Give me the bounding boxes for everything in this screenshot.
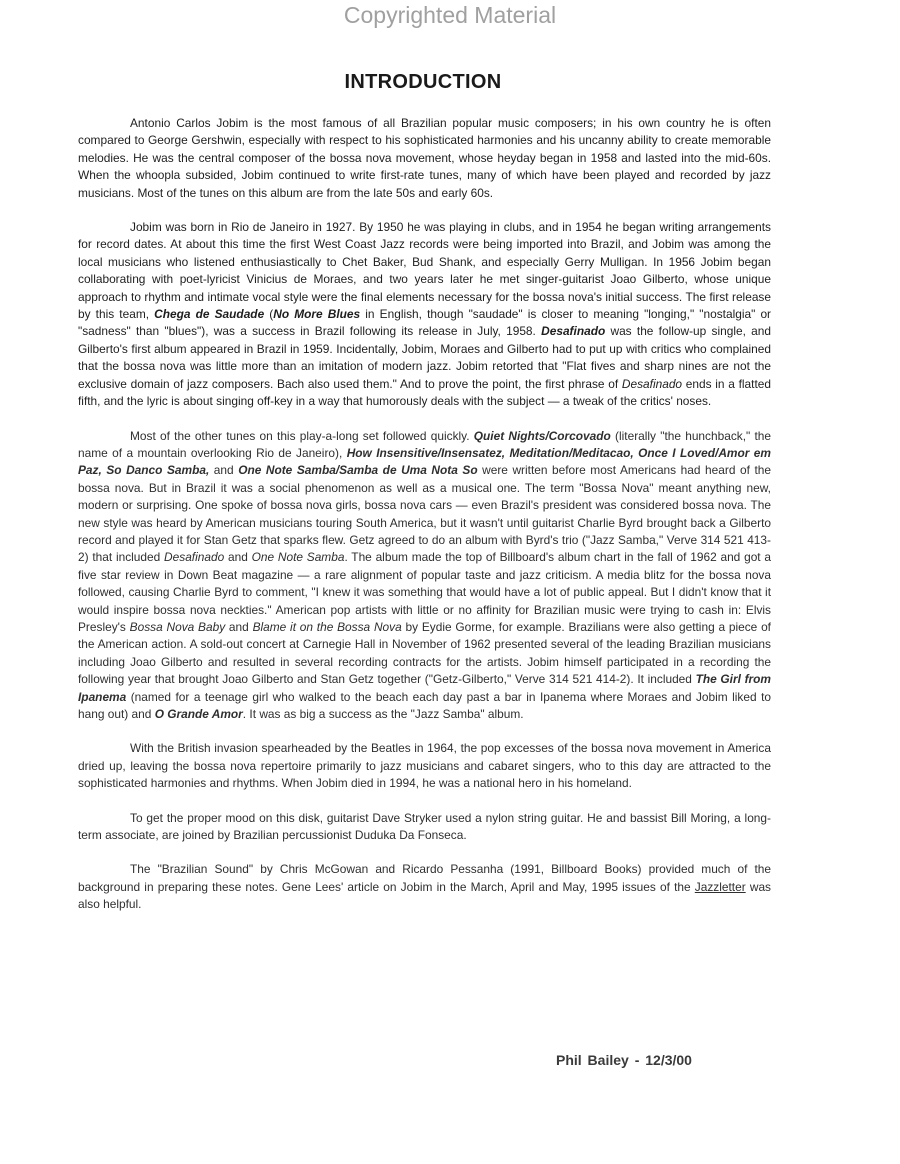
italic-title: Blame it on the Bossa Nova: [252, 619, 402, 634]
text-run: (literally "the hunchback," the name of a mountain overlooking Rio de Janeiro),: [78, 428, 772, 460]
song-title: Quiet Nights/Corcovado: [473, 428, 611, 443]
text-run: . The album made the top of Billboard's album chart in the fall of 1962 and got a five star review in Down Beat magazine — a rare alignment of popular taste and jazz criticism. A media blitz for the bossa nova followed, causing Charlie Byrd to comment, "I knew it was something that would have a lot of public appeal. But I didn't know that it would inspire bossa nova neckties." American pop artists with little or no affinity for Brazilian music were trying to cash in: Elvis Presley's: [78, 550, 772, 634]
text-run: were written before most Americans had heard of the bossa nova. But in Brazil it was a social phenomenon as well as a musical one. The term "Bossa Nova" meant anything new, modern or surprising. One spoke of bossa nova girls, bossa nova cars — even Brazil's president was considered bossa nova. The new style was heard by American musicians touring South America, but it wasn't until guitarist Charlie Byrd brought back a Gilberto record and played it for Stan Getz that sparks flew. Getz agreed to do an album with Byrd's trio ("Jazz Samba," Verve 314 521 413-2) that included: [78, 463, 771, 565]
text-run: To get the proper mood on this disk, guitarist Dave Stryker used a nylon string guitar. He and bassist Bill Moring, a long-term associate, are joined by Brazilian percussionist Duduka Da Fonseca.: [78, 810, 771, 843]
song-title: No More Blues: [273, 307, 361, 322]
text-run: was the follow-up single, and Gilberto's first album appeared in Brazil in 1959. Incidentally, Jobim, Moraes and Gilberto had to put up with critics who complained that the bossa nova was little more than an imitation of modern jazz. Jobim retorted that "Flat fives and sharp nines are not the exclusive domain of jazz composers. Bach also used them." And to prove the point, the first phrase of: [78, 324, 772, 391]
text-run: (: [264, 307, 274, 322]
paragraph-early-career: [78, 219, 771, 410]
text-run: (named for a teenage girl who walked to the beach each day past a bar in Ipanema where Moraes and Jobim liked to hang out) and: [78, 689, 771, 721]
text-run: and: [225, 619, 253, 634]
paragraph-musicians: [78, 810, 771, 845]
text-run: . It was as big a success as the "Jazz Samba" album.: [242, 707, 524, 721]
copyright-watermark: Copyrighted Material: [343, 2, 557, 28]
song-title: Desafinado: [541, 324, 606, 339]
song-title: O Grande Amor: [154, 707, 243, 721]
song-title: One Note Samba/Samba de Uma Nota So: [238, 463, 478, 478]
paragraph-bossa-nova-spread: [78, 428, 771, 724]
italic-title: Desafinado: [621, 376, 683, 391]
italic-title: Bossa Nova Baby: [129, 619, 226, 634]
text-run: by Eydie Gorme, for example. Brazilians were also getting a piece of the American action. A sold-out concert at Carnegie Hall in November of 1962 presented several of the leading Brazilian musicians including Joao Gilberto and resulted in several recording contracts for the artists. Jobim himself participated in a recording the following year that brought Joao Gilberto and Stan Getz together ("Getz-Gilberto," Verve 314 521 414-2). It included: [78, 619, 771, 687]
author-signature: Phil Bailey - 12/3/00: [556, 1052, 692, 1068]
song-title: The Girl from Ipanema: [78, 672, 771, 704]
introduction-body: [78, 115, 771, 931]
song-title: How Insensitive/Insensatez, Meditation/Meditacao, Once I Loved/Amor em Paz, So Danco Samba,: [78, 445, 771, 478]
text-run: and: [209, 463, 239, 478]
text-run: Jobim was born in Rio de Janeiro in 1927. By 1950 he was playing in clubs, and in 1954 he began writing arrangements for record dates. At about this time the first West Coast Jazz records were being imported into Brazil, and Jobim was among the local musicians who listened enthusiastically to Chet Baker, Bud Shank, and especially Gerry Mulligan. In 1956 Jobim began collaborating with poet-lyricist Vinicius de Moraes, and two years later he met singer-guitarist Joao Gilberto, whose unique approach to rhythm and intimate vocal style were the final elements necessary for the bossa nova's initial success. The first release by this team,: [78, 220, 771, 322]
paragraph-jobim-overview: [78, 115, 771, 202]
song-title: Chega de Saudade: [154, 307, 265, 322]
page-title: INTRODUCTION: [344, 71, 502, 93]
text-run: ends in a flatted fifth, and the lyric is about singing off-key in a way that humorously deals with the subject — a tweak of the critics' noses.: [78, 376, 771, 409]
text-run: Antonio Carlos Jobim is the most famous of all Brazilian popular music composers; in his own country he is often compared to George Gershwin, especially with respect to his sophisticated harmonies and his uncanny ability to create memorable melodies. He was the central composer of the bossa nova movement, whose heyday began in 1958 and lasted into the mid-60s. When the whoopla subsided, Jobim continued to write first-rate tunes, many of which have been played and recorded by jazz musicians. Most of the tunes on this album are from the late 50s and early 60s.: [78, 116, 771, 200]
paragraph-british-invasion: [78, 740, 771, 792]
text-run: The "Brazilian Sound" by Chris McGowan and Ricardo Pessanha (1991, Billboard Books) provided much of the background in preparing these notes. Gene Lees' article on Jobim in the March, April and May, 1995 issues of the: [78, 862, 771, 894]
text-run: With the British invasion spearheaded by the Beatles in 1964, the pop excesses of the bossa nova movement in America dried up, leaving the bossa nova repertoire primarily to jazz musicians and cabaret singers, who to this day are attracted to the sophisticated harmonies and rhythms. When Jobim died in 1994, he was a national hero in his homeland.: [78, 741, 771, 791]
italic-title: One Note Samba: [251, 550, 345, 565]
publication-title: Jazzletter: [694, 879, 746, 894]
text-run: and: [224, 550, 252, 565]
italic-title: Desafinado: [164, 550, 225, 565]
text-run: in English, though "saudade" is closer to meaning "longing," "nostalgia" or "sadness" than "blues"), was a success in Brazil following its release in July, 1958.: [78, 307, 772, 339]
text-run: Most of the other tunes on this play-a-long set followed quickly.: [130, 428, 474, 443]
paragraph-sources: [78, 861, 771, 913]
text-run: was also helpful.: [78, 879, 771, 912]
